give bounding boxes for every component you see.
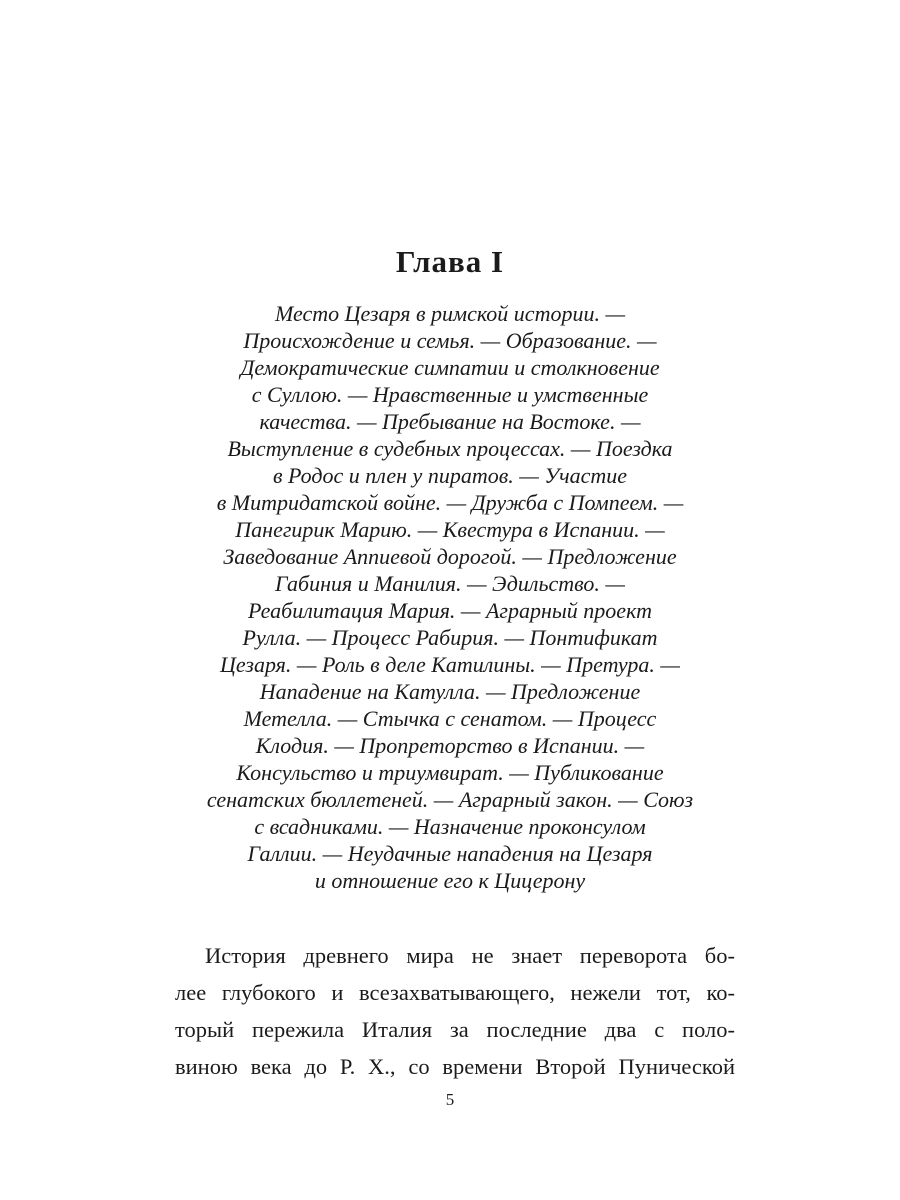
synopsis-line: и отношение его к Цицерону xyxy=(314,868,586,893)
synopsis-line: Панегирик Марию. — Квестура в Испании. — xyxy=(235,517,665,542)
synopsis-line: Рулла. — Процесс Рабирия. — Понтификат xyxy=(242,625,658,650)
page-number: 5 xyxy=(445,1090,455,1109)
body-line: виною века до Р. Х., со времени Второй Пунической xyxy=(175,1054,735,1079)
synopsis-line: Место Цезаря в римской истории. — xyxy=(274,301,626,326)
body-line: торый пережила Италия за последние два с поло- xyxy=(175,1017,735,1042)
synopsis-line: Консульство и триумвират. — Публикование xyxy=(236,760,664,785)
synopsis-line: сенатских бюллетеней. — Аграрный закон. — Союз xyxy=(206,787,694,812)
synopsis-line: Цезаря. — Роль в деле Катилины. — Претура. — xyxy=(220,652,680,677)
synopsis-line: с всадниками. — Назначение проконсулом xyxy=(254,814,646,839)
synopsis-line: Демократические симпатии и столкновение xyxy=(240,355,660,380)
synopsis-line: Выступление в судебных процессах. — Поездка xyxy=(227,436,673,461)
synopsis-line: в Родос и плен у пиратов. — Участие xyxy=(272,463,628,488)
synopsis-line: в Митридатской войне. — Дружба с Помпеем. — xyxy=(216,490,684,515)
body-paragraph xyxy=(175,937,735,1085)
chapter-synopsis xyxy=(150,300,750,894)
synopsis-line: Заведование Аппиевой дорогой. — Предложение xyxy=(223,544,677,569)
synopsis-line: Габиния и Манилия. — Эдильство. — xyxy=(275,571,625,596)
chapter-title: Глава I xyxy=(395,244,505,279)
synopsis-line: Происхождение и семья. — Образование. — xyxy=(243,328,657,353)
synopsis-line: Реабилитация Мария. — Аграрный проект xyxy=(248,598,652,623)
synopsis-line: качества. — Пребывание на Востоке. — xyxy=(259,409,641,434)
synopsis-line: Клодия. — Пропреторство в Испании. — xyxy=(255,733,645,758)
body-line: История древнего мира не знает переворота бо- xyxy=(205,943,735,968)
body-line: лее глубокого и всезахватывающего, нежели тот, ко- xyxy=(175,980,735,1005)
synopsis-line: с Суллою. — Нравственные и умственные xyxy=(251,382,649,407)
synopsis-line: Метелла. — Стычка с сенатом. — Процесс xyxy=(243,706,657,731)
synopsis-line: Нападение на Катулла. — Предложение xyxy=(259,679,641,704)
synopsis-line: Галлии. — Неудачные нападения на Цезаря xyxy=(247,841,653,866)
